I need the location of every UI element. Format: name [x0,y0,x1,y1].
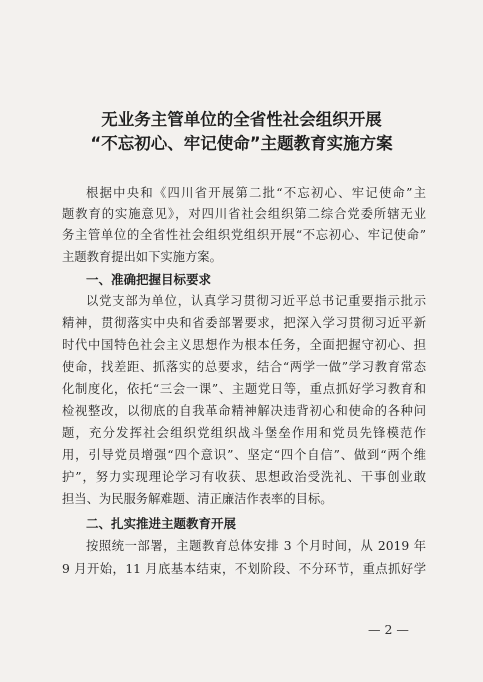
intro-line: 题教育的实施意见》，对四川省社会组织第二综合党委所辖无业 [62,207,426,221]
body-line: 9 月开始，11 月底基本结束，不划阶段、不分环节，重点抓好学 [62,562,426,576]
body-line: 担当、为民服务解难题、清正廉洁作表率的目标。 [62,492,333,506]
section-heading-1: 一、准确把握目标要求 [86,272,212,287]
body-line: 以党支部为单位，认真学习贯彻习近平总书记重要指示批示 [86,294,426,308]
page-number: — 2 — [368,622,409,637]
body-line: 检视整改，以彻底的自我革命精神解决违背初心和使命的各种问 [62,404,426,418]
body-line: 时代中国特色社会主义思想作为根本任务，全面把握守初心、担 [62,338,426,352]
intro-line: 务主管单位的全省性社会组织党组织开展“不忘初心、牢记使命” [62,228,426,242]
document-title-line-2: “不忘初心、牢记使命”主题教育实施方案 [90,134,393,153]
body-line: 化制度化，依托“三会一课”、主题党日等，重点抓好学习教育和 [62,382,426,396]
body-line: 护”，努力实现理论学习有收获、思想政治受洗礼、干事创业敢 [62,470,426,484]
intro-line: 根据中央和《四川省开展第二批“不忘初心、牢记使命”主 [86,186,426,200]
body-line: 使命，找差距、抓落实的总要求，结合“两学一做”学习教育常态 [62,360,426,374]
body-line: 题，充分发挥社会组织党组织战斗堡垒作用和党员先锋模范作 [62,426,426,440]
section-heading-2: 二、扎实推进主题教育开展 [86,516,237,531]
body-line: 按照统一部署，主题教育总体安排 3 个月时间，从 2019 年 [86,539,426,553]
intro-line: 主题教育提出如下实施方案。 [62,250,222,264]
body-line: 用，引导党员增强“四个意识”、坚定“四个自信”、做到“两个维 [62,448,426,462]
body-line: 精神，贯彻落实中央和省委部署要求，把深入学习贯彻习近平新 [62,316,426,330]
document-title-line-1: 无业务主管单位的全省性社会组织开展 [101,110,382,129]
